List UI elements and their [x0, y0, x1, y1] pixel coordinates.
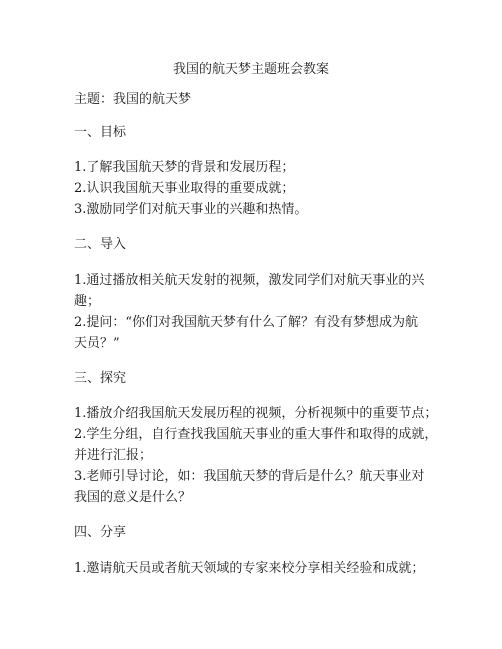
explore-item-3: 3.老师引导讨论，如：我国航天梦的背后是什么？航天事业对: [74, 469, 425, 484]
explore-item-1: 1.播放介绍我国航天发展历程的视频，分析视频中的重要节点；: [74, 406, 438, 421]
goals-item-3: 3.激励同学们对航天事业的兴趣和热情。: [74, 202, 308, 217]
intro-item-1: 1.通过播放相关航天发射的视频，激发同学们对航天事业的兴: [74, 273, 425, 288]
section-heading-intro: 二、导入: [74, 237, 127, 252]
explore-item-3-cont: 我国的意义是什么？: [74, 490, 192, 505]
share-item-1: 1.邀请航天员或者航天领域的专家来校分享相关经验和成就；: [74, 561, 425, 576]
section-heading-explore: 三、探究: [74, 371, 127, 386]
document-title: 我国的航天梦主题班会教案: [172, 62, 329, 77]
section-heading-share: 四、分享: [74, 525, 127, 540]
goals-item-1: 1.了解我国航天梦的背景和发展历程；: [74, 160, 295, 175]
intro-item-1-cont: 趣；: [74, 294, 101, 309]
theme-line: 主题：我国的航天梦: [74, 92, 192, 107]
explore-item-2-cont: 并进行汇报；: [74, 448, 153, 463]
explore-item-2: 2.学生分组，自行查找我国航天事业的重大事件和取得的成就，: [74, 427, 438, 442]
intro-item-2: 2.提问：“你们对我国航天梦有什么了解？有没有梦想成为航: [74, 315, 419, 330]
intro-item-2-cont: 天员？”: [74, 336, 120, 351]
goals-item-2: 2.认识我国航天事业取得的重要成就；: [74, 181, 295, 196]
section-heading-goals: 一、目标: [74, 125, 127, 140]
